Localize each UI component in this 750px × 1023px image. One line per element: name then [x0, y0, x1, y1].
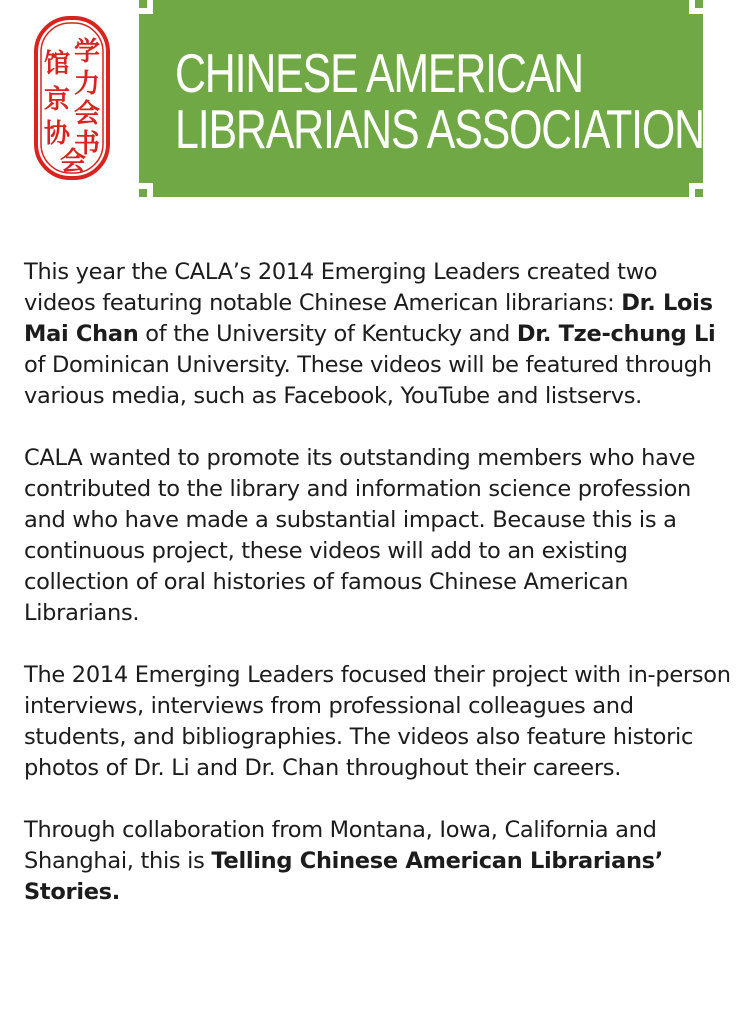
paragraph-2: CALA wanted to promote its outstanding members who have contributed to the library and information science profession and who have made a substantial impact. Because this is a continuous project, these videos will add to an existing collection of oral histories of famous Chinese American Librarians. [24, 445, 696, 626]
paragraph-3: The 2014 Emerging Leaders focused their project with in-person interviews, interviews from professional colleagues and students, and bibliographies. The videos also feature historic photos of Dr. Li and Dr. Chan throughout their careers. [24, 662, 731, 781]
seal-glyph: 书 [74, 129, 101, 159]
organization-title [175, 42, 704, 160]
seal-glyph: 协 [44, 119, 71, 149]
text: This year the CALA’s 2014 Emerging Leaders created two videos featuring notable Chinese American librarians: [24, 259, 658, 316]
article-body [24, 257, 734, 908]
name-tze-chung-li: Dr. Tze-chung Li [516, 321, 716, 347]
paragraph-4 [24, 815, 734, 908]
title-line-1: CHINESE AMERICAN [175, 42, 583, 104]
paragraph-1 [24, 257, 734, 412]
project-title: Telling Chinese American Librarians’ Stories. [24, 848, 664, 905]
seal-glyph: 京 [44, 85, 71, 115]
name-lois-mai-chan: Dr. Lois Mai Chan [24, 290, 713, 347]
seal-glyph: 馆 [44, 49, 71, 79]
seal-glyph: 会 [74, 99, 101, 129]
cala-seal-logo [30, 14, 114, 182]
text: Through collaboration from Montana, Iowa, California and Shanghai, this is [24, 817, 657, 874]
seal-glyph: 会 [60, 147, 87, 177]
header-banner [139, 0, 703, 197]
text: of the University of Kentucky and [138, 321, 517, 347]
seal-glyph: 力 [74, 69, 101, 99]
seal-glyph: 学 [74, 37, 101, 67]
title-line-2: LIBRARIANS ASSOCIATION [175, 98, 704, 160]
text: of Dominican University. These videos will be featured through various media, such as Facebook, YouTube and listservs. [24, 352, 712, 409]
